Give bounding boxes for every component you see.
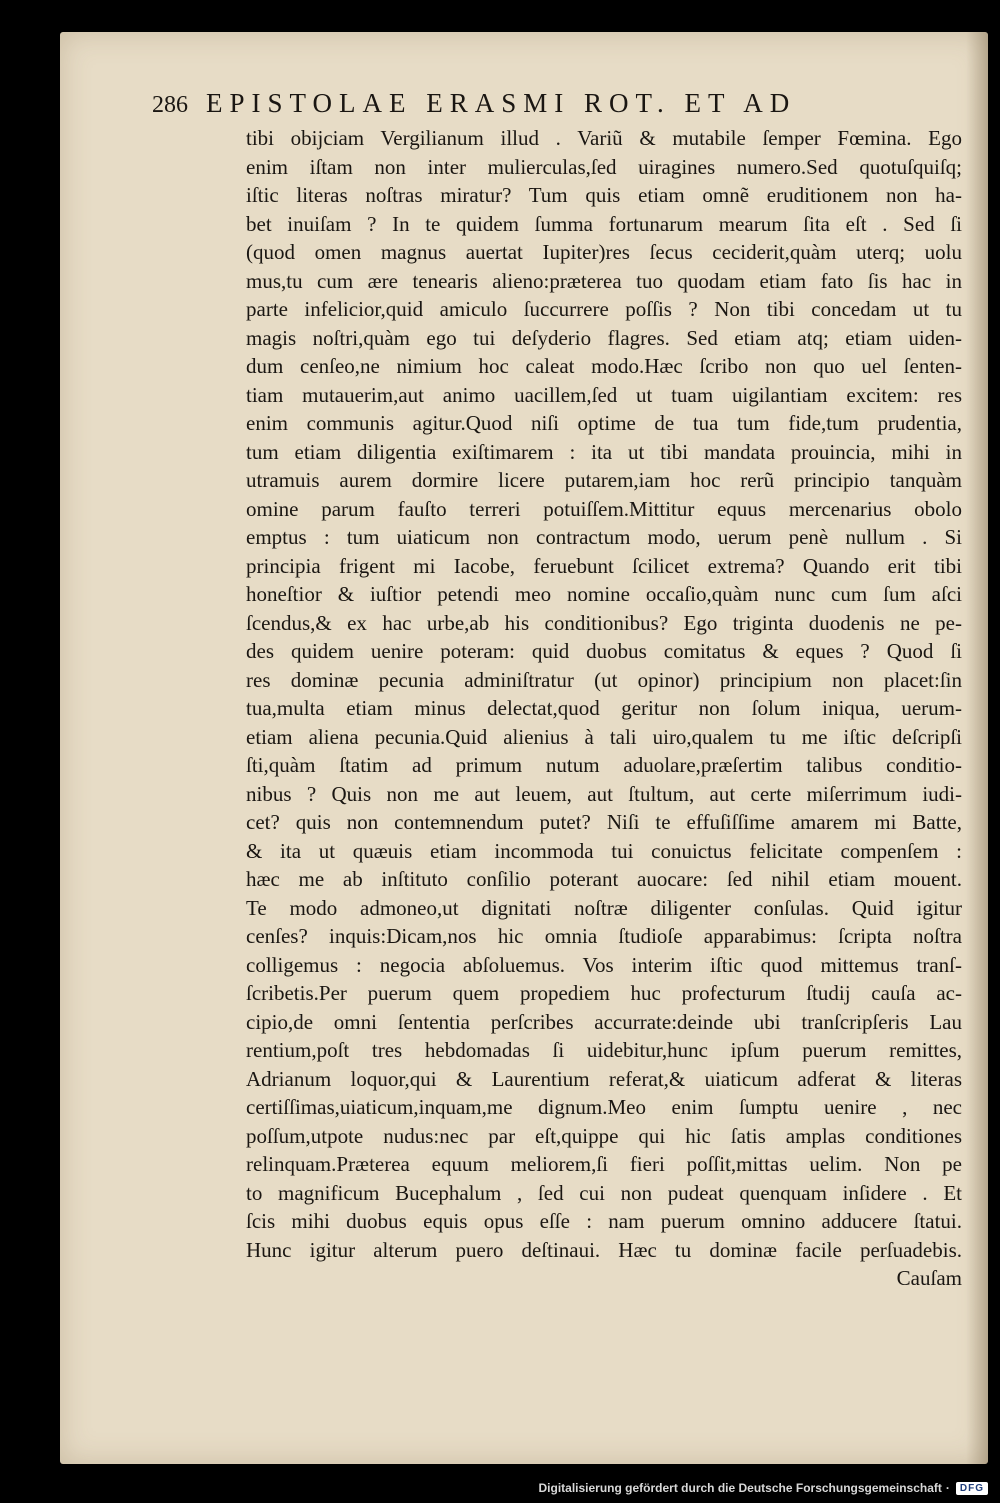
text-line: poſſum,utpote nudus:nec par eſt,quippe qui hic ſatis amplas conditiones (246, 1123, 962, 1148)
text-line: magis noſtri,quàm ego tui deſyderio flagres. Sed etiam atq; etiam uiden- (246, 325, 962, 350)
text-line: enim communis agitur.Quod niſi optime de tua tum fide,tum prudentia, (246, 411, 962, 435)
text-line: emptus : tum uiaticum non contractum modo, uerum penè nullum . Si (246, 525, 962, 549)
text-line: relinquam.Præterea equum meliorem,ſi fieri poſſit,mittas uelim. Non pe (246, 1152, 962, 1176)
text-line: Te modo admoneo,ut dignitati noſtræ diligenter conſulas. Quid igitur (246, 895, 962, 920)
text-line: tua,multa etiam minus delectat,quod geritur non ſolum iniqua, uerum- (246, 696, 962, 720)
text-line: iſtic literas noſtras miratur? Tum quis etiam omnẽ eruditionem non ha- (246, 183, 962, 207)
text-line: nibus ? Quis non me aut leuem, aut ſtultum, aut certe miſerrimum iudi- (246, 781, 962, 806)
text-line: cenſes? inquis:Dicam,nos hic omnia ſtudioſe apparabimus: ſcripta noſtra (246, 924, 962, 948)
text-line: ſcis mihi duobus equis opus eſſe : nam puerum omnino adducere ſtatui. (246, 1209, 962, 1233)
page-number: 286 (152, 92, 188, 118)
text-line: tiam mutauerim,aut animo uacillem,ſed ut tuam uigilantiam excitem: res (246, 382, 962, 407)
text-line: cipio,de omni ſententia perſcribes accurrate:deinde ubi tranſcripſeris Lau (246, 1009, 962, 1034)
text-line: parte infelicior,quid amiculo ſuccurrere poſſis ? Non tibi concedam ut tu (246, 297, 962, 321)
text-line: Adrianum loquor,qui & Laurentium referat,& uiaticum adferat & literas (246, 1066, 962, 1091)
page-edge-shadow (966, 32, 988, 1464)
catchword: Cauſam (896, 1266, 962, 1290)
text-line: Hunc igitur alterum puero deſtinaui. Hæc tu dominæ facile perſuadebis. (246, 1237, 962, 1262)
dfg-logo: DFG (956, 1482, 988, 1495)
text-line: cet? quis non contemnendum putet? Niſi te effuſiſſime amarem mi Batte, (246, 810, 962, 834)
text-line: utramuis aurem dormire licere putarem,iam hoc rerũ principio tanquàm (246, 468, 962, 492)
text-line: bet inuiſam ? In te quidem ſumma fortunarum mearum ſita eſt . Sed ſi (246, 211, 962, 236)
text-line: tum etiam diligentia exiſtimarem : ita ut tibi mandata prouincia, mihi in (246, 439, 962, 464)
text-line: dum cenſeo,ne nimium hoc caleat modo.Hæc ſcribo non quo uel ſenten- (246, 354, 962, 378)
credit-text: Digitalisierung gefördert durch die Deutsche Forschungsgemeinschaft (538, 1481, 942, 1495)
text-line: ſcendus,& ex hac urbe,ab his conditionibus? Ego triginta duodenis ne pe- (246, 610, 962, 635)
text-line: res dominæ pecunia adminiſtratur (ut opinor) principium non placet:ſin (246, 667, 962, 692)
text-line: ſti,quàm ſtatim ad primum nutum aduolare,præſertim talibus conditio- (246, 753, 962, 777)
text-line: to magnificum Bucephalum , ſed cui non pudeat quenquam inſidere . Et (246, 1180, 962, 1205)
text-line: ſcribetis.Per puerum quem propediem huc profecturum ſtudij cauſa ac- (246, 981, 962, 1005)
text-line: enim iſtam non inter mulierculas,ſed uiragines numero.Sed quotuſquiſq; (246, 154, 962, 179)
text-line: etiam aliena pecunia.Quid alienius à tali uiro,qualem tu me iſtic deſcripſi (246, 724, 962, 749)
text-line: colligemus : negocia abſoluemus. Vos interim iſtic quod mittemus tranſ- (246, 952, 962, 977)
text-line: certiſſimas,uiaticum,inquam,me dignum.Meo enim ſumptu uenire , nec (246, 1095, 962, 1119)
text-line: omine parum fauſto terreri potuiſſem.Mittitur equus mercenarius obolo (246, 496, 962, 521)
text-line: mus,tu cum ære tenearis alieno:præterea tuo quodam etiam fato ſis hac in (246, 268, 962, 293)
body-text (246, 124, 962, 1293)
running-head: EPISTOLAE ERASMI ROT. ET AD (206, 88, 797, 118)
text-line: principia frigent mi Iacobe, feruebunt ſcilicet extrema? Quando erit tibi (246, 553, 962, 578)
text-line: & ita ut quæuis etiam incommoda tui conuictus felicitate compenſem : (246, 838, 962, 863)
text-line: (quod omen magnus auertat Iupiter)res ſecus ceciderit,quàm uterq; uolu (246, 240, 962, 264)
digitization-credit (538, 1481, 988, 1495)
text-line: hæc me ab inſtituto conſilio poterant auocare: ſed nihil etiam mouent. (246, 867, 962, 891)
credit-separator: · (945, 1481, 950, 1495)
text-line: honeſtior & iuſtior petendi meo nomine occaſio,quàm nunc cum ſum aſci (246, 582, 962, 606)
text-line: rentium,poſt tres hebdomadas ſi uidebitur,hunc ipſum puerum remittes, (246, 1038, 962, 1062)
text-line: des quidem uenire poteram: quid duobus comitatus & eques ? Quod ſi (246, 639, 962, 663)
page-header (152, 88, 952, 124)
text-line: tibi obijciam Vergilianum illud . Variũ & mutabile ſemper Fœmina. Ego (246, 126, 962, 150)
